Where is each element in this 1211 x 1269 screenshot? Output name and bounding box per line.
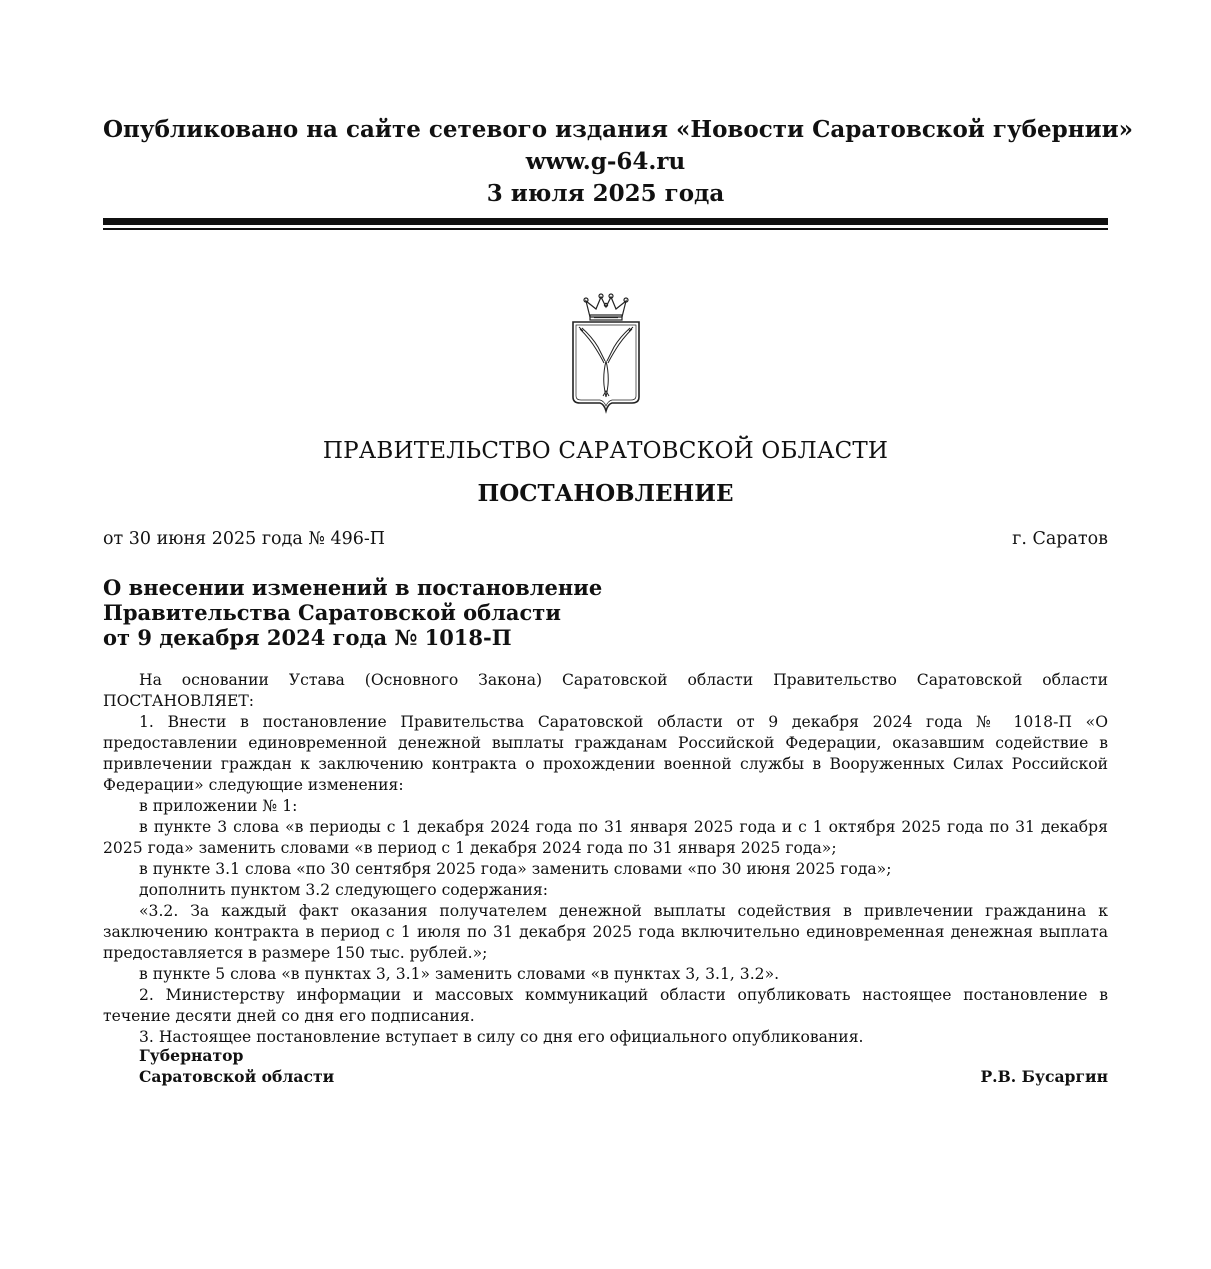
title-line: от 9 декабря 2024 года № 1018-П bbox=[103, 625, 512, 650]
publication-site: www.g-64.ru bbox=[525, 148, 686, 175]
document-meta bbox=[103, 527, 1108, 551]
body-paragraph: в пункте 3 слова «в периоды с 1 декабря 2024 года по 31 января 2025 года и с 1 октября 2025 года по 31 декабря 2025 года» заменить словами «в период с 1 декабря 2024 года по 31 января 2025 года»; bbox=[103, 818, 1108, 857]
publication-notice bbox=[103, 114, 1134, 210]
publication-date: 3 июля 2025 года bbox=[486, 180, 725, 207]
document-title bbox=[103, 575, 803, 650]
body-paragraph: в пункте 3.1 слова «по 30 сентября 2025 года» заменить словами «по 30 июня 2025 года»; bbox=[139, 860, 892, 878]
signatory-position bbox=[139, 1045, 334, 1087]
body-paragraph: 1. Внести в постановление Правительства Саратовской области от 9 декабря 2024 года № 1018-П «О предоставлении единовременной денежной выплаты гражданам Российской Федерации, оказавшим содействие в привлечении граждан к заключению контракта о прохождении военной службы в Вооруженных Силах Российской Федерации» следующие изменения: bbox=[103, 713, 1108, 794]
body-paragraph: в приложении № 1: bbox=[139, 797, 298, 815]
publication-line: Опубликовано на сайте сетевого издания «Новости Саратовской губернии» bbox=[103, 116, 1134, 143]
saratov-coat-of-arms-icon bbox=[568, 293, 644, 415]
body-paragraph: «3.2. За каждый факт оказания получателем денежной выплаты содействия в привлечении гражданина к заключению контракта в период с 1 июля по 31 декабря 2025 года включительно единовременная денежная выплата предоставляется в размере 150 тыс. рублей.»; bbox=[103, 902, 1108, 962]
signature-block bbox=[103, 1045, 1108, 1089]
document-date-number: от 30 июня 2025 года № 496-П bbox=[103, 529, 386, 549]
header-rule-thick bbox=[103, 218, 1108, 225]
body-paragraph: 3. Настоящее постановление вступает в силу со дня его официального опубликования. bbox=[139, 1028, 864, 1046]
header-rule-thin bbox=[103, 228, 1108, 230]
signatory-position-line: Губернатор bbox=[139, 1046, 244, 1065]
title-line: О внесении изменений в постановление bbox=[103, 575, 603, 600]
body-paragraph: дополнить пунктом 3.2 следующего содержания: bbox=[139, 881, 549, 899]
document-city: г. Саратов bbox=[1012, 529, 1108, 549]
signatory-position-line: Саратовской области bbox=[139, 1067, 335, 1086]
body-paragraph: в пункте 5 слова «в пунктах 3, 3.1» заменить словами «в пунктах 3, 3.1, 3.2». bbox=[139, 965, 780, 983]
document-type: ПОСТАНОВЛЕНИЕ bbox=[477, 480, 734, 507]
title-line: Правительства Саратовской области bbox=[103, 600, 561, 625]
document-body bbox=[103, 670, 1108, 1048]
signatory-name: Р.В. Бусаргин bbox=[980, 1067, 1108, 1086]
government-name: ПРАВИТЕЛЬСТВО САРАТОВСКОЙ ОБЛАСТИ bbox=[322, 438, 889, 464]
body-paragraph: На основании Устава (Основного Закона) Саратовской области Правительство Саратовской области ПОСТАНОВЛЯЕТ: bbox=[103, 671, 1108, 710]
body-paragraph: 2. Министерству информации и массовых коммуникаций области опубликовать настоящее постановление в течение десяти дней со дня его подписания. bbox=[103, 986, 1108, 1025]
